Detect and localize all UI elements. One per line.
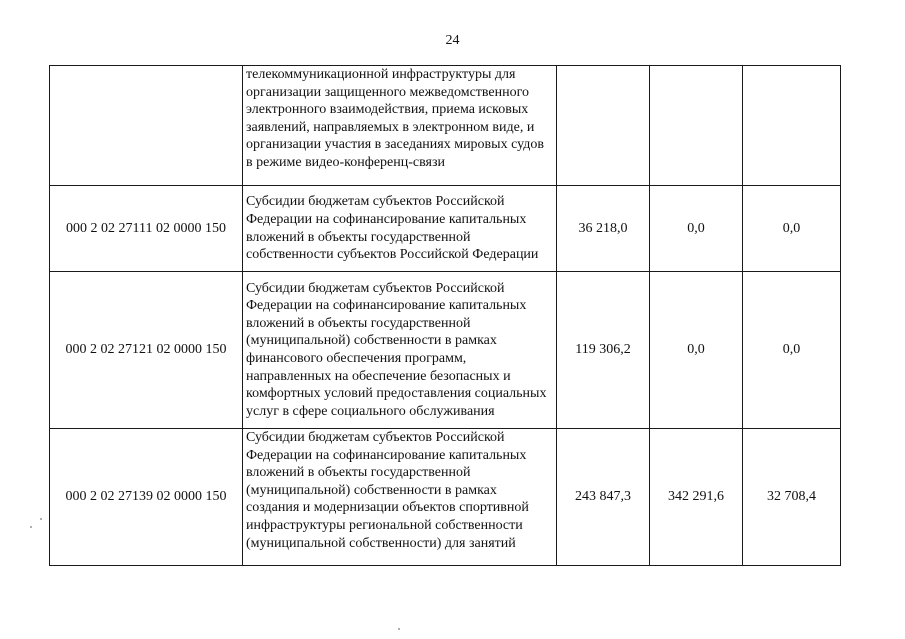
budget-code-cell: 000 2 02 27139 02 0000 150 <box>50 429 243 566</box>
scan-speck <box>40 518 42 520</box>
revenue-name-cell: Субсидии бюджетам субъектов Российской Федерации на софинансирование капитальных вложений в объекты государственной (муниципальной) собственности в рамках финансового обеспечения программ, направленных на обеспечение безопасных и комфортных условий предоставления социальных услуг в сфере социального обслуживания <box>243 272 557 429</box>
amount-year2-cell <box>650 66 743 186</box>
table-row <box>50 66 841 186</box>
amount-year1-cell: 119 306,2 <box>557 272 650 429</box>
revenue-name-cell: Субсидии бюджетам субъектов Российской Федерации на софинансирование капитальных вложений в объекты государственной собственности субъектов Российской Федерации <box>243 186 557 272</box>
budget-revenue-table <box>49 65 841 566</box>
amount-year3-cell: 32 708,4 <box>743 429 841 566</box>
revenue-name-cell: Субсидии бюджетам субъектов Российской Федерации на софинансирование капитальных вложений в объекты государственной (муниципальной) собственности в рамках создания и модернизации объектов спортивной инфраструктуры региональной собственности (муниципальной собственности) для занятий <box>243 429 557 566</box>
amount-year1-cell <box>557 66 650 186</box>
table-row <box>50 272 841 429</box>
scan-speck <box>30 526 32 528</box>
amount-year3-cell: 0,0 <box>743 186 841 272</box>
amount-year3-cell <box>743 66 841 186</box>
amount-year2-cell: 0,0 <box>650 186 743 272</box>
amount-year2-cell: 342 291,6 <box>650 429 743 566</box>
page-number: 24 <box>445 33 460 48</box>
budget-code-cell: 000 2 02 27121 02 0000 150 <box>50 272 243 429</box>
table-row <box>50 186 841 272</box>
table-row <box>50 429 841 566</box>
budget-code-cell: 000 2 02 27111 02 0000 150 <box>50 186 243 272</box>
scan-speck <box>398 628 400 630</box>
revenue-name-cell: телекоммуникационной инфраструктуры для организации защищенного межведомственного электронного взаимодействия, приема исковых заявлений, направляемых в электронном виде, и организации участия в заседаниях мировых судов в режиме видео-конференц-связи <box>243 66 557 186</box>
amount-year2-cell: 0,0 <box>650 272 743 429</box>
amount-year1-cell: 243 847,3 <box>557 429 650 566</box>
amount-year3-cell: 0,0 <box>743 272 841 429</box>
amount-year1-cell: 36 218,0 <box>557 186 650 272</box>
budget-code-cell <box>50 66 243 186</box>
